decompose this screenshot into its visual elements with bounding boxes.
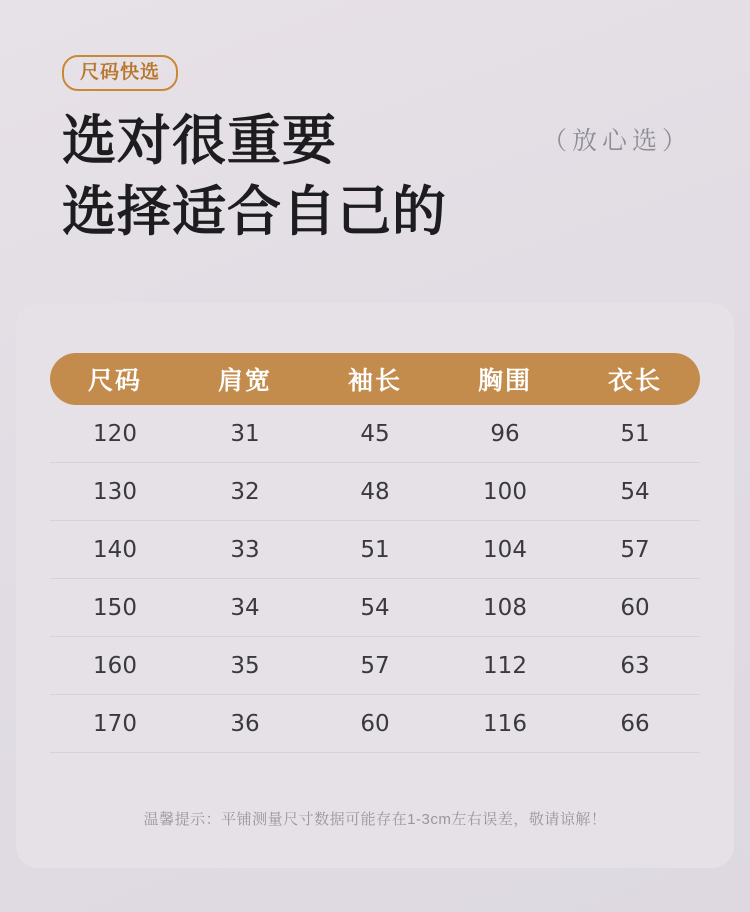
cell-length: 57 <box>570 521 700 579</box>
column-header-shoulder: 肩宽 <box>217 367 272 395</box>
cell-sleeve: 57 <box>310 637 440 695</box>
table-header-row <box>50 353 700 405</box>
table-row <box>50 579 700 637</box>
cell-size: 120 <box>50 405 180 463</box>
table-row <box>50 463 700 521</box>
column-header-sleeve: 袖长 <box>347 367 402 395</box>
page-header <box>0 0 750 248</box>
cell-size: 130 <box>50 463 180 521</box>
cell-length: 66 <box>570 695 700 753</box>
column-header-size: 尺码 <box>87 367 142 395</box>
title-row <box>62 105 750 248</box>
size-table <box>50 353 700 753</box>
cell-length: 51 <box>570 405 700 463</box>
size-table-wrap <box>16 303 734 753</box>
cell-length: 54 <box>570 463 700 521</box>
cell-shoulder: 34 <box>180 579 310 637</box>
table-row <box>50 521 700 579</box>
cell-size: 160 <box>50 637 180 695</box>
headline-line-2: 选择适合自己的 <box>62 180 447 244</box>
size-table-head <box>50 353 700 405</box>
cell-bust: 100 <box>440 463 570 521</box>
cell-shoulder: 35 <box>180 637 310 695</box>
cell-size: 140 <box>50 521 180 579</box>
cell-bust: 108 <box>440 579 570 637</box>
size-table-card <box>16 303 734 868</box>
cell-sleeve: 48 <box>310 463 440 521</box>
cell-bust: 112 <box>440 637 570 695</box>
table-row <box>50 637 700 695</box>
cell-bust: 104 <box>440 521 570 579</box>
cell-length: 60 <box>570 579 700 637</box>
section-badge: 尺码快选 <box>62 55 178 91</box>
measurement-disclaimer: 温馨提示：平铺测量尺寸数据可能存在1-3cm左右误差，敬请谅解！ <box>143 811 607 828</box>
column-header-bust: 胸围 <box>477 367 532 395</box>
cell-sleeve: 60 <box>310 695 440 753</box>
cell-shoulder: 31 <box>180 405 310 463</box>
cell-sleeve: 54 <box>310 579 440 637</box>
cell-shoulder: 36 <box>180 695 310 753</box>
cell-size: 150 <box>50 579 180 637</box>
cell-sleeve: 51 <box>310 521 440 579</box>
column-header-length: 衣长 <box>607 367 662 395</box>
cell-shoulder: 33 <box>180 521 310 579</box>
headline-subnote: （放心选） <box>541 127 692 155</box>
cell-shoulder: 32 <box>180 463 310 521</box>
cell-bust: 96 <box>440 405 570 463</box>
cell-bust: 116 <box>440 695 570 753</box>
table-row <box>50 405 700 463</box>
table-row <box>50 695 700 753</box>
cell-size: 170 <box>50 695 180 753</box>
cell-length: 63 <box>570 637 700 695</box>
size-table-body <box>50 405 700 753</box>
cell-sleeve: 45 <box>310 405 440 463</box>
headline-line-1: 选对很重要 <box>62 109 337 172</box>
